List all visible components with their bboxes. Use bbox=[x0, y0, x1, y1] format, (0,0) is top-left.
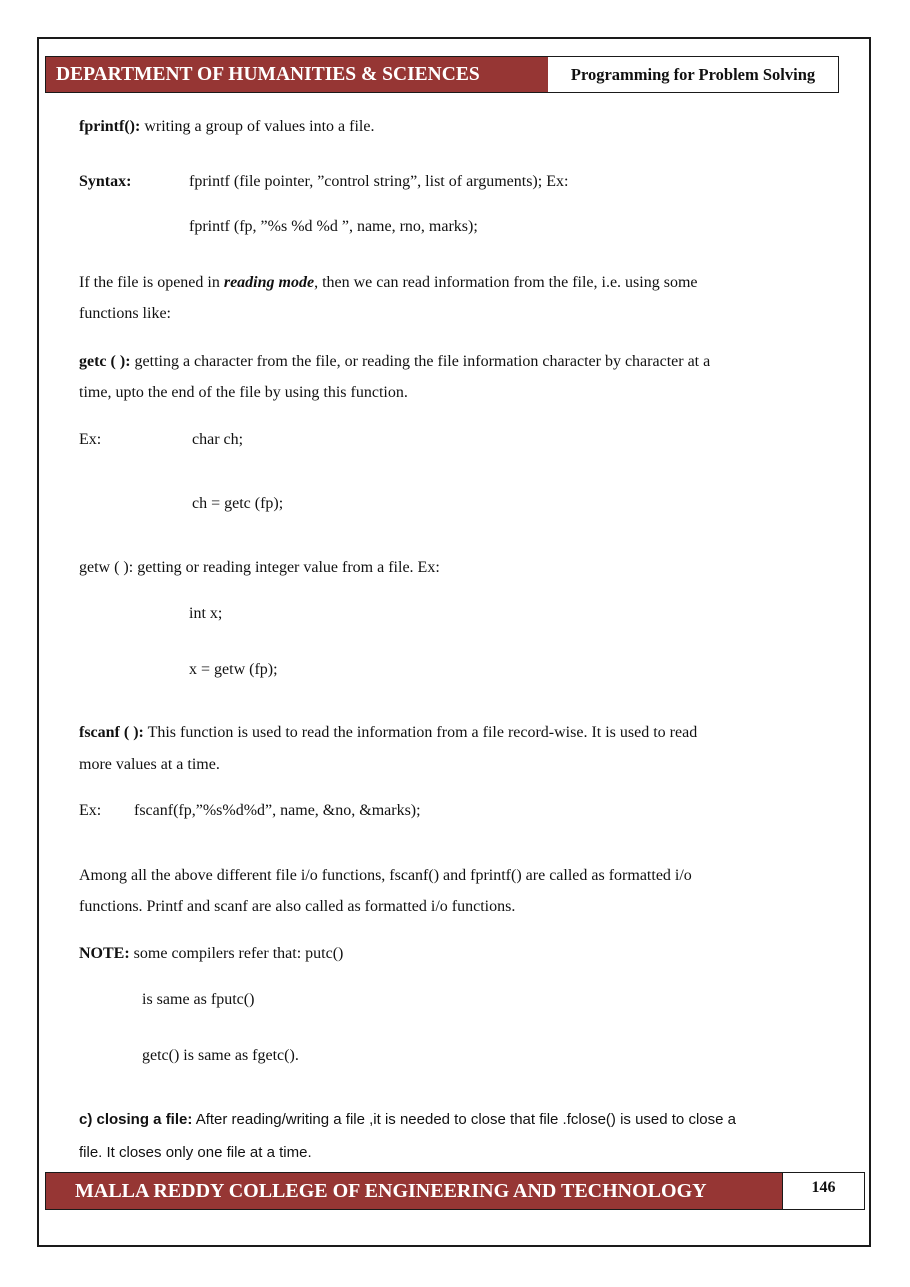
fprintf-term: fprintf(): bbox=[79, 118, 141, 135]
department-title: DEPARTMENT OF HUMANITIES & SCIENCES bbox=[46, 57, 548, 92]
getc-example-line-2: ch = getc (fp); bbox=[192, 495, 284, 512]
fscanf-example-label: Ex: bbox=[79, 802, 102, 819]
getc-description: getting a character from the file, or reading the file information character by character at a bbox=[130, 353, 711, 370]
fscanf-definition bbox=[79, 723, 697, 743]
college-name: MALLA REDDY COLLEGE OF ENGINEERING AND TECHNOLOGY bbox=[46, 1173, 782, 1209]
fscanf-line-2: more values at a time. bbox=[79, 756, 220, 773]
fscanf-example-code: fscanf(fp,”%s%d%d”, name, &no, &marks); bbox=[134, 802, 421, 819]
reading-mode-line-2: functions like: bbox=[79, 305, 171, 322]
note-label: NOTE: bbox=[79, 945, 130, 962]
note-line-3: getc() is same as fgetc(). bbox=[142, 1047, 299, 1064]
note-text: some compilers refer that: putc() bbox=[129, 945, 344, 962]
fscanf-term: fscanf ( ): bbox=[79, 724, 144, 741]
note-line-2: is same as fputc() bbox=[142, 991, 255, 1008]
syntax-label: Syntax: bbox=[79, 173, 132, 190]
getc-term: getc ( ): bbox=[79, 353, 131, 370]
course-title: Programming for Problem Solving bbox=[548, 57, 838, 92]
fprintf-definition bbox=[79, 117, 374, 137]
fscanf-description: This function is used to read the information from a file record-wise. It is used to read bbox=[143, 724, 698, 741]
getw-definition: getw ( ): getting or reading integer value from a file. Ex: bbox=[79, 559, 440, 576]
getw-example-line-1: int x; bbox=[189, 605, 223, 622]
getc-definition bbox=[79, 352, 710, 372]
closing-file-text: After reading/writing a file ,it is needed to close that file .fclose() is used to close a bbox=[192, 1111, 736, 1128]
reading-mode-paragraph bbox=[79, 273, 698, 293]
getc-example-label: Ex: bbox=[79, 431, 102, 448]
page-header bbox=[45, 56, 839, 93]
fprintf-description: writing a group of values into a file. bbox=[140, 118, 375, 135]
closing-file-label: c) closing a file: bbox=[79, 1111, 193, 1128]
page-footer bbox=[45, 1172, 865, 1210]
getc-example-line-1: char ch; bbox=[192, 431, 244, 448]
syntax-line-1: fprintf (file pointer, ”control string”, list of arguments); Ex: bbox=[189, 173, 569, 190]
note-paragraph bbox=[79, 944, 343, 964]
getc-line-2: time, upto the end of the file by using this function. bbox=[79, 384, 408, 401]
closing-file-line-2: file. It closes only one file at a time. bbox=[79, 1144, 312, 1161]
syntax-line-2: fprintf (fp, ”%s %d %d ”, name, rno, marks); bbox=[189, 218, 478, 235]
closing-file-paragraph bbox=[79, 1110, 736, 1130]
getw-example-line-2: x = getw (fp); bbox=[189, 661, 278, 678]
reading-mode-pre: If the file is opened in bbox=[79, 274, 224, 291]
formatted-io-line-1: Among all the above different file i/o functions, fscanf() and fprintf() are called as formatted i/o bbox=[79, 867, 692, 884]
formatted-io-line-2: functions. Printf and scanf are also called as formatted i/o functions. bbox=[79, 898, 516, 915]
page-number: 146 bbox=[782, 1173, 864, 1209]
reading-mode-post: , then we can read information from the file, i.e. using some bbox=[314, 274, 698, 291]
reading-mode-emphasis: reading mode bbox=[223, 274, 315, 291]
